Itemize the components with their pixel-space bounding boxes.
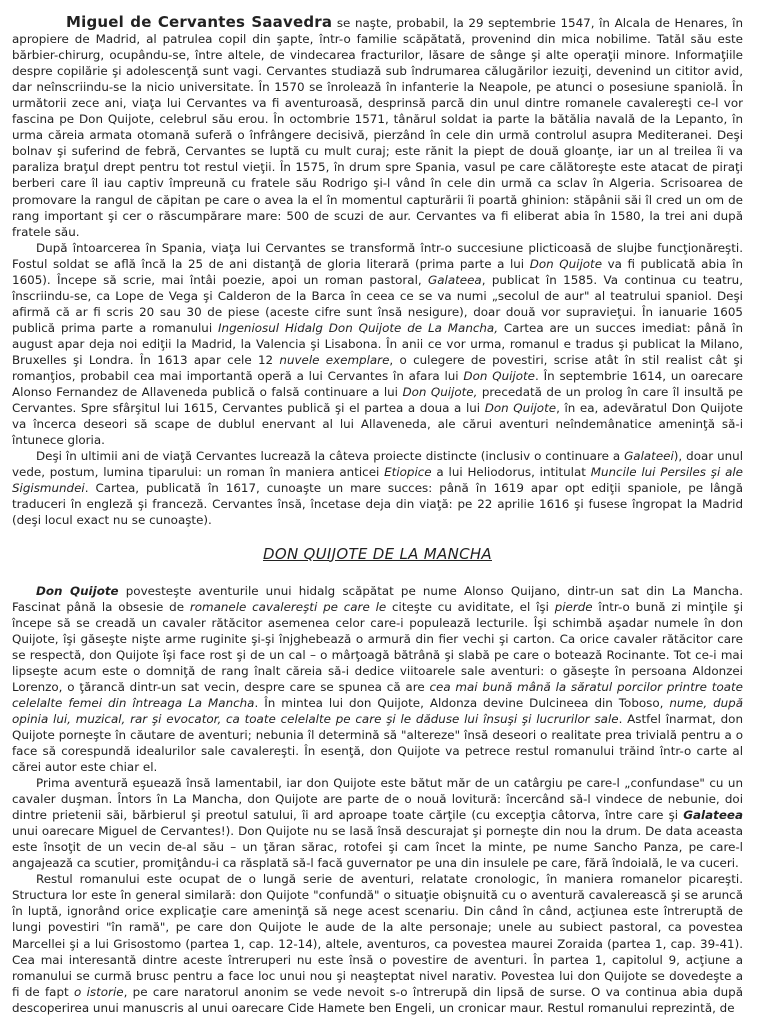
bio-paragraph-3: Deşi în ultimii ani de viaţă Cervantes lucrează la câteva proiecte distincte (inclusiv o continuare a Galateei), doar unul vede, postum, lumina tiparului: un roman în maniera anticei Etiopice a lui Heliodorus, intitulat Muncile lui Persiles şi ale Sigismundei. Cartea, publicată în 1617, cunoaşte un mare succes: până în 1619 apar opt ediţii spaniole, pe lângă traduceri în engleză şi franceză. Cervantes însă, încetase deja din viaţă: pe 22 aprilie 1616 şi fusese îngropat la Madrid (deşi locul exact nu se cunoaşte). [12, 449, 743, 528]
author-name: Miguel de Cervantes Saavedra [66, 13, 333, 31]
novel-paragraph-1: Don Quijote povesteşte aventurile unui hidalg scăpătat pe nume Alonso Quijano, dintr-un sat din La Mancha. Fascinat până la obsesie de romanele cavalereşti pe care le citeşte cu aviditate, el îşi pierde într-o bună zi minţile şi începe să se creadă un cavaler rătăcitor asemenea celor care-i populează lecturile. Îşi schimbă aşadar numele în don Quijote, îşi găseşte nişte arme ruginite şi-şi înjghebează o armură din fier vechi şi carton. Ca orice cavaler rătăcitor care se respectă, don Quijote îşi face rost şi de un cal – o mârţoagă bătrână şi slabă pe care o botează Rocinante. Tot ce-i mai lipseşte acum este o domniţă de rang înalt căreia să-i dedice viitoarele sale aventuri: o găseşte în persoana Aldonzei Lorenzo, o ţărancă dintr-un sat vecin, despre care se spunea că are cea mai bună mână la săratul porcilor printre toate celelalte femei din întreaga La Mancha. În mintea lui don Quijote, Aldonza devine Dulcineea din Toboso, nume, după opinia lui, muzical, rar şi evocator, ca toate celelalte pe care şi le dăduse lui însuşi şi lucrurilor sale. Astfel înarmat, don Quijote porneşte în căutare de aventuri; nebunia îl determină să "altereze" însă deseori o realitate prea trivială pentru a o face să corespundă idealurilor sale cavalereşti. În esenţă, don Quijote va petrece restul romanului trăind într-o carte al cărei autor este chiar el. [12, 583, 743, 775]
bio-paragraph-1: Miguel de Cervantes Saavedra se naşte, probabil, la 29 septembrie 1547, în Alcala de Henares, în apropiere de Madrid, al patrulea copil din şapte, într-o familie scăpătată, provenind din mica nobilime. Tatăl său este bărbier-chirurg, ocupându-se, între altele, de vindecarea fracturilor, lăsare de sânge şi alte operaţii minore. Informaţiile despre copilărie şi adolescenţă sunt vagi. Cervantes studiază sub îndrumarea călugărilor iezuiţi, devenind un cititor avid, dar neînscriindu-se la nicio universitate. În 1570 se înrolează în infanterie la Neapole, pe atunci o posesiune spaniolă. În următorii zece ani, viaţa lui Cervantes va fi aventuroasă, desprinsă parcă din unul dintre romanele cavalereşti ce-l vor fascina pe Don Quijote, celebrul său erou. În octombrie 1571, tânărul soldat ia parte la bătălia navală de la Lepanto, în urma căreia armata otomană suferă o înfrângere decisivă, pierzând în cele din urmă controlul asupra Mediteranei. Deşi bolnav şi suferind de febră, Cervantes se luptă cu mult curaj; este rănit la piept de două gloanţe, iar un al treilea îi va paraliza braţul drept pentru tot restul vieţii. În 1575, în drum spre Spania, vasul pe care călătoreşte este atacat de piraţi berberi care îl iau captiv împreună cu fratele său Rodrigo şi-l vând în cele din urmă ca sclav în Algeria. Scrisoarea de promovare la rangul de căpitan pe care o avea la el în momentul capturării îi poartă ghinion: stăpânii săi îl cred un om de rang important şi cer o răscumpărare mare: 500 de scuzi de aur. Cervantes va fi eliberat abia în 1580, la trei ani după fratele său. [12, 13, 744, 239]
text-column [12, 14, 743, 1016]
novel-paragraph-3: Restul romanului este ocupat de o lungă serie de aventuri, relatate cronologic, în maniera romanelor picareşti. Structura lor este în general similară: don Quijote "confundă" o situaţie obişnuită cu o aventură cavalerească şi se aruncă în luptă, ignorând orice explicaţie care ameninţă să nege acest scenariu. Din când în când, acţiunea este întreruptă de lungi povestiri "în ramă", pe care don Quijote le aude de la alte personaje; unele au subiect pastoral, ca povestea Marcellei şi a lui Grisostomo (partea 1, cap. 12-14), altele, aventuros, ca povestea maurei Zoraida (partea 1, cap. 39-41). Cea mai interesantă dintre aceste întreruperi nu este însă o povestire de aventuri. În partea 1, capitolul 9, acţiune a romanului se curmă brusc pentru a face loc unui nou şi neaşteptat nivel narativ. Povestea lui don Quijote se dovedeşte a fi de fapt o istorie, pe care naratorul anonim se vede nevoit s-o întrerupă din lipsă de surse. O va continua abia după descoperirea unui manuscris al unui oarecare Cide Hamete ben Engeli, un cronicar maur. Restul romanului reprezintă, de [12, 872, 744, 1015]
section-title: DON QUIJOTE DE LA MANCHA [262, 544, 492, 563]
bio-paragraph-2: După întoarcerea în Spania, viaţa lui Cervantes se transformă într-o succesiune plicticoasă de slujbe funcţionăreşti. Fostul soldat se află încă la 25 de ani distanţă de gloria literară (prima parte a lui Don Quijote va fi publicată abia în 1605). Începe să scrie, mai întâi poezie, apoi un roman pastoral, Galateea, publicat în 1585. Va continua cu teatru, înscriindu-se, ca Lope de Vega şi Calderon de la Barca în ceea ce se va numi „secolul de aur" al teatrului spaniol. Deşi afirmă că ar fi scris 20 sau 30 de piese (aceste cifre sunt însă nesigure), doar două vor supravieţui. În ianuarie 1605 publică prima parte a romanului Ingeniosul Hidalg Don Quijote de La Mancha, Cartea are un succes imediat: până în august apar deja noi ediţii la Madrid, la Valencia şi Lisabona. În anii ce vor urma, romanul e tradus şi publicat la Milano, Bruxelles şi Londra. În 1613 apar cele 12 nuvele exemplare, o culegere de povestiri, scrise atât în stil realist cât şi romanţios, probabil cea mai importantă operă a lui Cervantes în afara lui Don Quijote. În septembrie 1614, un oarecare Alonso Fernandez de Allaveneda publică o falsă continuare a lui Don Quijote, precedată de un prolog în care îl insultă pe Cervantes. Spre sfârşitul lui 1615, Cervantes publică şi el partea a doua a lui Don Quijote, în ea, adevăratul Don Quijote va încerca deseori să scape de dublul enervant al lui Allaveneda, ale cărui aventuri neîndemânatice ameninţă să-i întunece gloria. [12, 240, 744, 448]
novel-paragraph-2: Prima aventură eşuează însă lamentabil, iar don Quijote este bătut măr de un catârgiu pe care-l „confundase" cu un cavaler duşman. Întors în La Mancha, don Quijote are parte de o nouă lovitură: încercând să-l vindece de nebunie, doi dintre prietenii săi, bărbierul şi preotul satului, îi ard aproape toate cărţile (cu excepţia câtorva, între care şi Galateea unui oarecare Miguel de Cervantes!). Don Quijote nu se lasă însă descurajat şi porneşte din nou la drum. De data aceasta este însoţit de un vecin de-al său – un ţăran sărac, rotofei şi cam încet la minte, pe nume Sancho Panza, pe care-l angajează ca scutier, promiţându-i ca răsplată să-l facă guvernator pe una din insulele pe care, fără îndoială, le va cuceri. [12, 776, 743, 871]
